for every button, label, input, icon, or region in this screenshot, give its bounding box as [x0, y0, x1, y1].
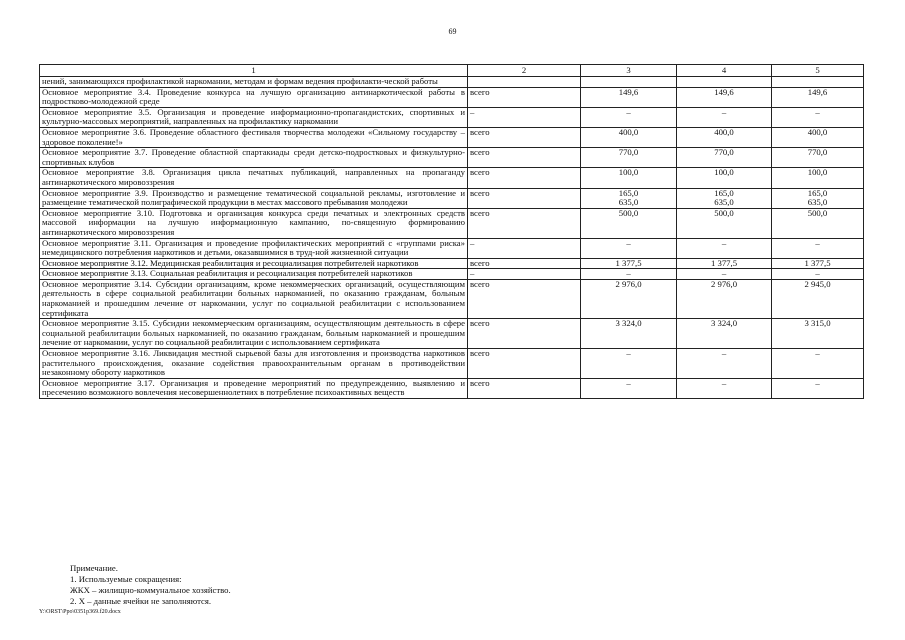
value-cell-col4: –	[677, 378, 772, 398]
program-table	[39, 64, 864, 399]
value-cell-col5: –	[772, 238, 864, 258]
value-cell-col3: –	[581, 269, 677, 280]
value-cell-col5: 2 945,0	[772, 279, 864, 318]
value-cell-col3: 500,0	[581, 208, 677, 238]
value-cell-col4: 770,0	[677, 148, 772, 168]
note-line: 2. Х – данные ячейки не заполняются.	[70, 596, 212, 606]
value-cell-col3: 3 324,0	[581, 319, 677, 349]
table-row	[40, 148, 864, 168]
value-cell-col3: –	[581, 238, 677, 258]
table-row	[40, 87, 864, 107]
table-header-row	[40, 65, 864, 77]
measure-description-cell: Основное мероприятие 3.14. Субсидии организациям, кроме некоммерческих организаций, осуществляющим деятельность в сфере социальной реабилитации больных наркоманией, по оказанию гражданам, больным наркоманией и прошедшим лечение от наркомании, услуг по социальной реабилитации с использованием сертификата	[40, 279, 468, 318]
value-cell-col5: 3 315,0	[772, 319, 864, 349]
value-cell-col5: –	[772, 107, 864, 127]
value-cell-col4: –	[677, 349, 772, 379]
note-line: 1. Используемые сокращения:	[70, 574, 182, 584]
funding-source-cell: –	[468, 238, 581, 258]
measure-description-cell: Основное мероприятие 3.6. Проведение областного фестиваля творчества молодежи «Сильному государству – здоровое поколение!»	[40, 127, 468, 147]
measure-description-cell: Основное мероприятие 3.5. Организация и проведение информационно-пропагандистских, спортивных и культурно-массовых мероприятий, направленных на профилактику наркомании	[40, 107, 468, 127]
value-cell-col4: –	[677, 107, 772, 127]
funding-source-cell: всего	[468, 127, 581, 147]
value-cell-col4: –	[677, 269, 772, 280]
table-row	[40, 319, 864, 349]
value-cell-col3: 100,0	[581, 168, 677, 188]
table-row	[40, 349, 864, 379]
value-cell-col5: 770,0	[772, 148, 864, 168]
value-cell-col4	[677, 77, 772, 88]
funding-source-cell: всего	[468, 168, 581, 188]
value-cell-col3: 400,0	[581, 127, 677, 147]
measure-description-cell: Основное мероприятие 3.7. Проведение областной спартакиады среди детско-подростковых и физкультурно-спортивных клубов	[40, 148, 468, 168]
value-cell-col5: –	[772, 269, 864, 280]
funding-source-cell: –	[468, 107, 581, 127]
column-header: 4	[677, 65, 772, 77]
value-cell-col4: 149,6	[677, 87, 772, 107]
value-cell-col5: 400,0	[772, 127, 864, 147]
value-cell-col3: –	[581, 378, 677, 398]
value-cell-col5: –	[772, 378, 864, 398]
value-cell-col3: –	[581, 349, 677, 379]
value-cell-col5: 1 377,5	[772, 258, 864, 269]
value-cell-col5: 149,6	[772, 87, 864, 107]
table-row	[40, 188, 864, 208]
value-cell-col4: 2 976,0	[677, 279, 772, 318]
column-header: 3	[581, 65, 677, 77]
measure-description-cell: Основное мероприятие 3.11. Организация и проведение профилактических мероприятий с «группами риска» немедицинского потребления наркотиков и детьми, оказавшимися в труд-ной жизненной ситуации	[40, 238, 468, 258]
value-cell-col4: –	[677, 238, 772, 258]
table-row	[40, 279, 864, 318]
table-row	[40, 378, 864, 398]
measure-description-cell: Основное мероприятие 3.8. Организация цикла печатных публикаций, направленных на пропаганду антинаркотического мировоззрения	[40, 168, 468, 188]
column-header: 5	[772, 65, 864, 77]
measure-description-cell: нений, занимающихся профилактикой наркомании, методам и формам ведения профилакти-ческой работы	[40, 77, 468, 88]
file-path: Y:\ORST\Ppo\0351p369.f20.docx	[39, 609, 121, 615]
value-cell-col5: –	[772, 349, 864, 379]
value-cell-col3: 1 377,5	[581, 258, 677, 269]
measure-description-cell: Основное мероприятие 3.10. Подготовка и организация конкурса среди печатных и электронных средств массовой информации на лучшую информационную кампанию, по-священную формированию антинаркотического мировоззрения	[40, 208, 468, 238]
value-cell-col4: 500,0	[677, 208, 772, 238]
table-row	[40, 238, 864, 258]
note-block	[70, 563, 231, 607]
funding-source-cell: всего	[468, 258, 581, 269]
measure-description-cell: Основное мероприятие 3.13. Социальная реабилитация и ресоциализация потребителей наркотиков	[40, 269, 468, 280]
measure-description-cell: Основное мероприятие 3.15. Субсидии некоммерческим организациям, осуществляющим деятельность в сфере социальной реабилитации больных наркоманией, по оказанию гражданам, больным наркоманией и прошедшим лечение от наркомании, услуг по социальной реабилитации с использованием сертификата	[40, 319, 468, 349]
table-row	[40, 77, 864, 88]
funding-source-cell: –	[468, 269, 581, 280]
measure-description-cell: Основное мероприятие 3.4. Проведение конкурса на лучшую организацию антинаркотической работы в подростково-молодежной среде	[40, 87, 468, 107]
value-cell-col4: 1 377,5	[677, 258, 772, 269]
funding-source-cell	[468, 77, 581, 88]
table-row	[40, 208, 864, 238]
value-cell-col4: 3 324,0	[677, 319, 772, 349]
page-number: 69	[448, 27, 457, 36]
funding-source-cell: всего	[468, 148, 581, 168]
value-cell-col3: –	[581, 107, 677, 127]
value-cell-col4: 100,0	[677, 168, 772, 188]
value-cell-col3: 2 976,0	[581, 279, 677, 318]
measure-description-cell: Основное мероприятие 3.16. Ликвидация местной сырьевой базы для изготовления и производства наркотиков растительного происхождения, оказание содействия правоохранительным органам в противодействии незаконному обороту наркотиков	[40, 349, 468, 379]
value-cell-col4: 165,0 635,0	[677, 188, 772, 208]
column-header: 1	[40, 65, 468, 77]
table-row	[40, 168, 864, 188]
table-row	[40, 269, 864, 280]
value-cell-col3: 770,0	[581, 148, 677, 168]
value-cell-col4: 400,0	[677, 127, 772, 147]
value-cell-col3: 165,0 635,0	[581, 188, 677, 208]
funding-source-cell: всего	[468, 208, 581, 238]
value-cell-col5: 165,0 635,0	[772, 188, 864, 208]
funding-source-cell: всего	[468, 319, 581, 349]
funding-source-cell: всего	[468, 188, 581, 208]
note-line: ЖКХ – жилищно-коммунальное хозяйство.	[70, 585, 231, 595]
measure-description-cell: Основное мероприятие 3.17. Организация и проведение мероприятий по предупреждению, выявлению и пресечению возможного вовлечения несовершеннолетних в потребление психоактивных веществ	[40, 378, 468, 398]
measure-description-cell: Основное мероприятие 3.9. Производство и размещение тематической социальной рекламы, изготовление и размещение тематической полиграфической продукции в местах массового пребывания молодежи	[40, 188, 468, 208]
value-cell-col5: 100,0	[772, 168, 864, 188]
funding-source-cell: всего	[468, 87, 581, 107]
value-cell-col5	[772, 77, 864, 88]
funding-source-cell: всего	[468, 279, 581, 318]
value-cell-col3	[581, 77, 677, 88]
column-header: 2	[468, 65, 581, 77]
measure-description-cell: Основное мероприятие 3.12. Медицинская реабилитация и ресоциализация потребителей наркотиков	[40, 258, 468, 269]
table-row	[40, 258, 864, 269]
value-cell-col5: 500,0	[772, 208, 864, 238]
table-row	[40, 127, 864, 147]
value-cell-col3: 149,6	[581, 87, 677, 107]
note-title: Примечание.	[70, 563, 118, 573]
funding-source-cell: всего	[468, 378, 581, 398]
funding-source-cell: всего	[468, 349, 581, 379]
table-row	[40, 107, 864, 127]
